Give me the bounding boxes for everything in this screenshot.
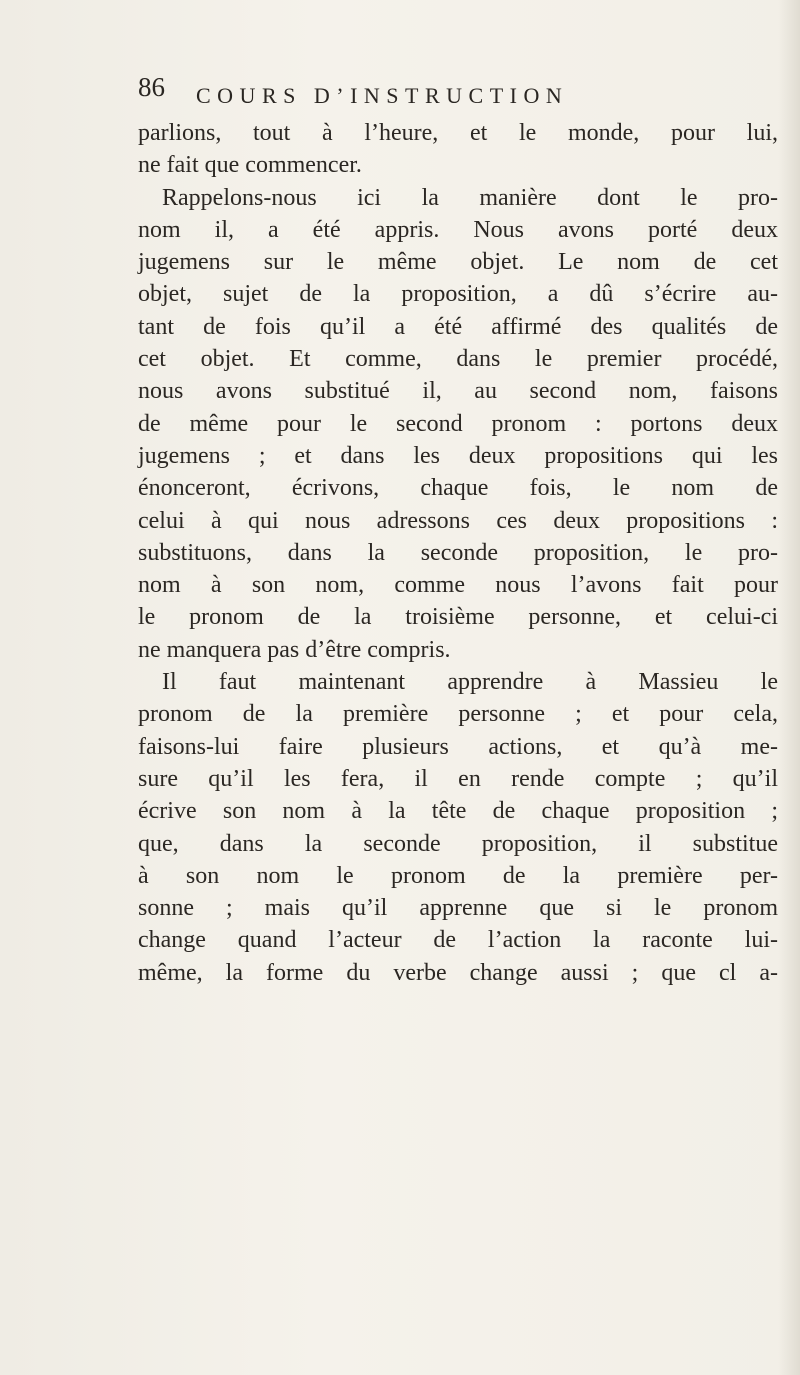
page-header [138, 72, 698, 112]
text-line: Il faut maintenant apprendre à Massieu le [162, 669, 778, 696]
text-line: nom à son nom, comme nous l’avons fait pour [138, 572, 778, 599]
page-edge-shadow [778, 0, 800, 1375]
text-line: de même pour le second pronom : portons deux [138, 410, 778, 437]
page-number: 86 [138, 72, 165, 102]
text-line: même, la forme du verbe change aussi ; que cl a- [138, 959, 778, 986]
text-line: jugemens ; et dans les deux propositions qui les [138, 442, 778, 469]
text-line: parlions, tout à l’heure, et le monde, pour lui, [138, 120, 778, 146]
text-line: celui à qui nous adressons ces deux propositions : [138, 507, 778, 534]
running-head: COURS D’INSTRUCTION [196, 83, 569, 108]
text-line: que, dans la seconde proposition, il substitue [138, 830, 778, 857]
text-line: ne manquera pas d’être compris. [138, 636, 451, 663]
text-line: change quand l’acteur de l’action la raconte lui- [138, 927, 778, 954]
text-line: le pronom de la troisième personne, et celui-ci [138, 604, 778, 631]
text-line: Rappelons-nous ici la manière dont le pro- [162, 184, 778, 211]
text-line: nous avons substitué il, au second nom, faisons [138, 378, 778, 405]
body-text [138, 117, 778, 989]
text-line: sonne ; mais qu’il apprenne que si le pronom [138, 895, 778, 922]
text-line: à son nom le pronom de la première per- [138, 862, 778, 889]
text-line: pronom de la première personne ; et pour cela, [138, 701, 778, 728]
text-line: tant de fois qu’il a été affirmé des qualités de [138, 313, 778, 340]
text-line: nom il, a été appris. Nous avons porté deux [138, 216, 778, 243]
text-line: écrive son nom à la tête de chaque proposition ; [138, 798, 778, 825]
text-line: énonceront, écrivons, chaque fois, le nom de [138, 475, 778, 502]
text-line: sure qu’il les fera, il en rende compte ; qu’il [138, 765, 778, 792]
text-line: jugemens sur le même objet. Le nom de cet [138, 249, 778, 276]
text-line: ne fait que commencer. [138, 152, 362, 179]
text-line: substituons, dans la seconde proposition, le pro- [138, 539, 778, 566]
text-line: cet objet. Et comme, dans le premier procédé, [138, 346, 778, 373]
text-line: objet, sujet de la proposition, a dû s’écrire au- [138, 281, 778, 308]
text-line: faisons-lui faire plusieurs actions, et qu’à me- [138, 733, 778, 760]
